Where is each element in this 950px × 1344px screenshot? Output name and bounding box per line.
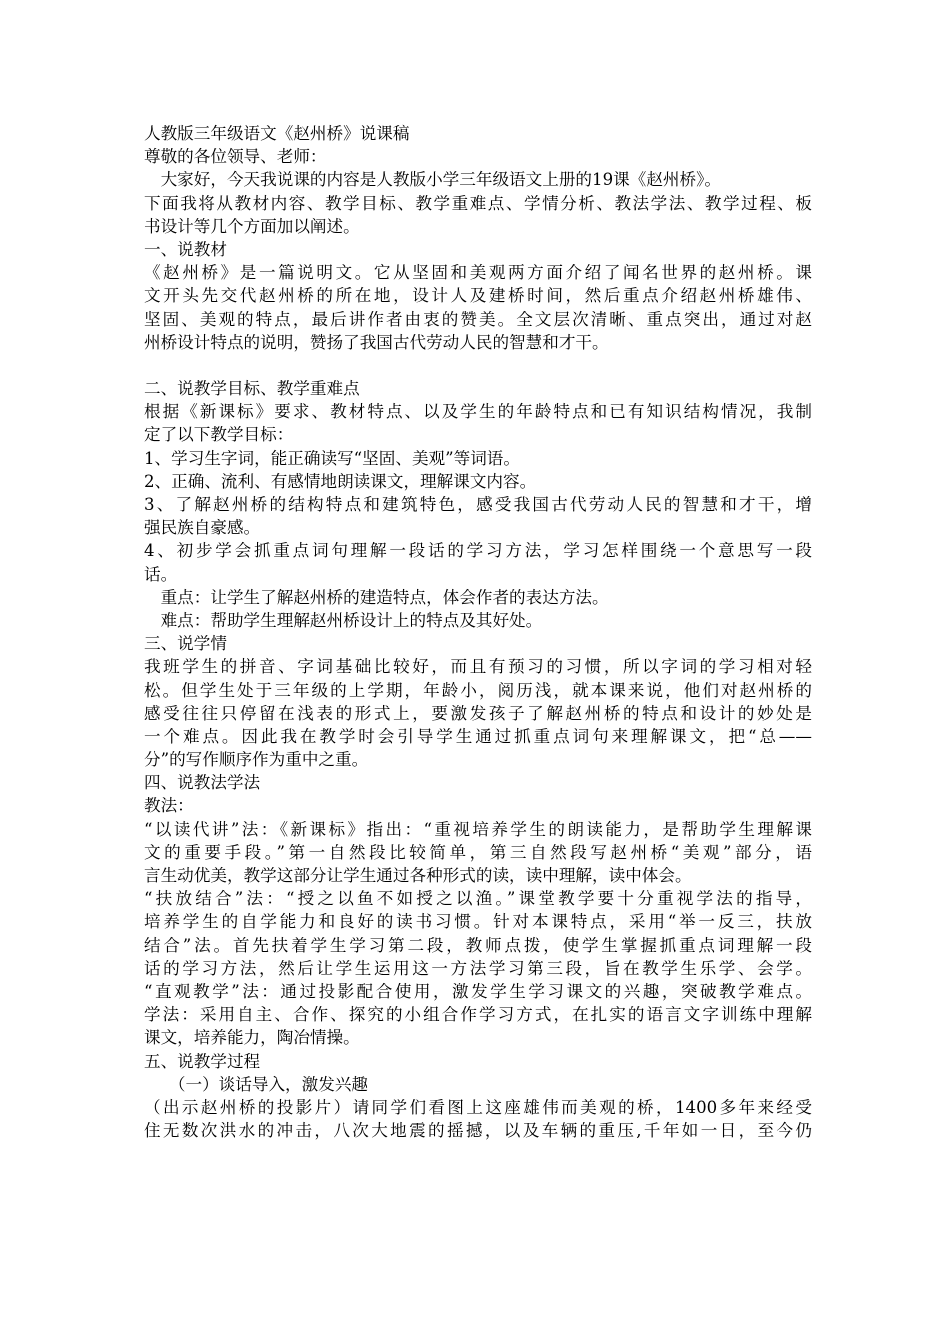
text-line: 住无数次洪水的冲击，八次大地震的摇撼，以及车辆的重压,千年如一日，至今仍 [144, 1121, 812, 1141]
text-line: 坚固、美观的特点，最后讲作者由衷的赞美。全文层次清晰、重点突出，通过对赵 [144, 309, 812, 329]
text-line: 《赵州桥》是一篇说明文。它从坚固和美观两方面介绍了闻名世界的赵州桥。课 [144, 263, 812, 283]
text-line: 1、学习生字词，能正确读写“坚固、美观”等词语。 [144, 448, 520, 468]
text-line: 三、说学情 [144, 634, 227, 654]
text-line: 强民族自豪感。 [144, 518, 261, 538]
text-line: 话的学习方法，然后让学生运用这一方法学习第三段，旨在教学生乐学、会学。 [144, 958, 812, 978]
text-line: 结合”法。首先扶着学生学习第二段，教师点拨，使学生掌握抓重点词理解一段 [144, 935, 812, 955]
text-line: 二、说教学目标、教学重难点 [144, 379, 360, 399]
text-line [144, 354, 812, 377]
text-line: （出示赵州桥的投影片）请同学们看图上这座雄伟而美观的桥，1400多年来经受 [144, 1097, 812, 1117]
text-line: 书设计等几个方面加以阐述。 [144, 216, 360, 236]
text-line: 言生动优美，教学这部分让学生通过各种形式的读，读中理解，读中体会。 [144, 866, 692, 885]
text-line: 下面我将从教材内容、教学目标、教学重难点、学情分析、教法学法、教学过程、板 [144, 193, 812, 213]
text-line: 学法：采用自主、合作、探究的小组合作学习方式，在扎实的语言文字训练中理解 [144, 1005, 812, 1025]
text-line: 根据《新课标》要求、教材特点、以及学生的年龄特点和已有知识结构情况，我制 [144, 402, 812, 422]
text-line: 州桥设计特点的说明，赞扬了我国古代劳动人民的智慧和才干。 [144, 332, 609, 352]
text-line: 我班学生的拼音、字词基础比较好，而且有预习的习惯，所以字词的学习相对轻 [144, 657, 812, 677]
text-line: 感受往往只停留在浅表的形式上，要激发孩子了解赵州桥的特点和设计的妙处是 [144, 703, 812, 723]
text-line: 重点：让学生了解赵州桥的建造特点，体会作者的表达方法。 [144, 587, 609, 607]
text-line: 松。但学生处于三年级的上学期，年龄小，阅历浅，就本课来说，他们对赵州桥的 [144, 680, 812, 700]
text-line: 四、说教法学法 [144, 773, 261, 793]
text-line: 培养学生的自学能力和良好的读书习惯。针对本课特点，采用“举一反三，扶放 [144, 912, 812, 932]
text-line: 4、初步学会抓重点词句理解一段话的学习方法，学习怎样围绕一个意思写一段 [144, 541, 812, 561]
text-line: “直观教学”法：通过投影配合使用，激发学生学习课文的兴趣，突破教学难点。 [144, 981, 812, 1001]
text-line: 一个难点。因此我在教学时会引导学生通过抓重点词句来理解课文，把“总—— [144, 726, 812, 746]
text-line: 难点：帮助学生理解赵州桥设计上的特点及其好处。 [144, 610, 543, 630]
text-line: 文开头先交代赵州桥的所在地，设计人及建桥时间，然后重点介绍赵州桥雄伟、 [144, 286, 812, 306]
text-line: “以读代讲”法：《新课标》指出：“重视培养学生的朗读能力，是帮助学生理解课 [144, 819, 812, 839]
text-line: 定了以下教学目标： [144, 425, 294, 445]
document-title: 人教版三年级语文《赵州桥》说课稿 [144, 124, 410, 143]
text-line: 大家好，今天我说课的内容是人教版小学三年级语文上册的19课《赵州桥》。 [144, 170, 722, 190]
text-line: 分”的写作顺序作为重中之重。 [144, 750, 369, 770]
text-line: 3、了解赵州桥的结构特点和建筑特色，感受我国古代劳动人民的智慧和才干，增 [144, 495, 812, 514]
text-line: 五、说教学过程 [144, 1051, 261, 1071]
document-page [144, 122, 812, 1142]
text-line: 文的重要手段。”第一自然段比较简单，第三自然段写赵州桥“美观”部分，语 [144, 842, 812, 862]
text-line: 话。 [144, 564, 178, 584]
text-line: 尊敬的各位领导、老师： [144, 147, 327, 167]
text-line: 一、说教材 [144, 239, 227, 259]
text-line: 2、正确、流利、有感情地朗读课文，理解课文内容。 [144, 471, 537, 491]
document-body [144, 122, 812, 1142]
text-line: （一）谈话导入，激发兴趣 [144, 1074, 369, 1094]
text-line: 教法： [144, 796, 194, 816]
text-line: “扶放结合”法：“授之以鱼不如授之以渔。”课堂教学要十分重视学法的指导， [144, 889, 812, 909]
text-line: 课文，培养能力，陶冶情操。 [144, 1028, 360, 1048]
